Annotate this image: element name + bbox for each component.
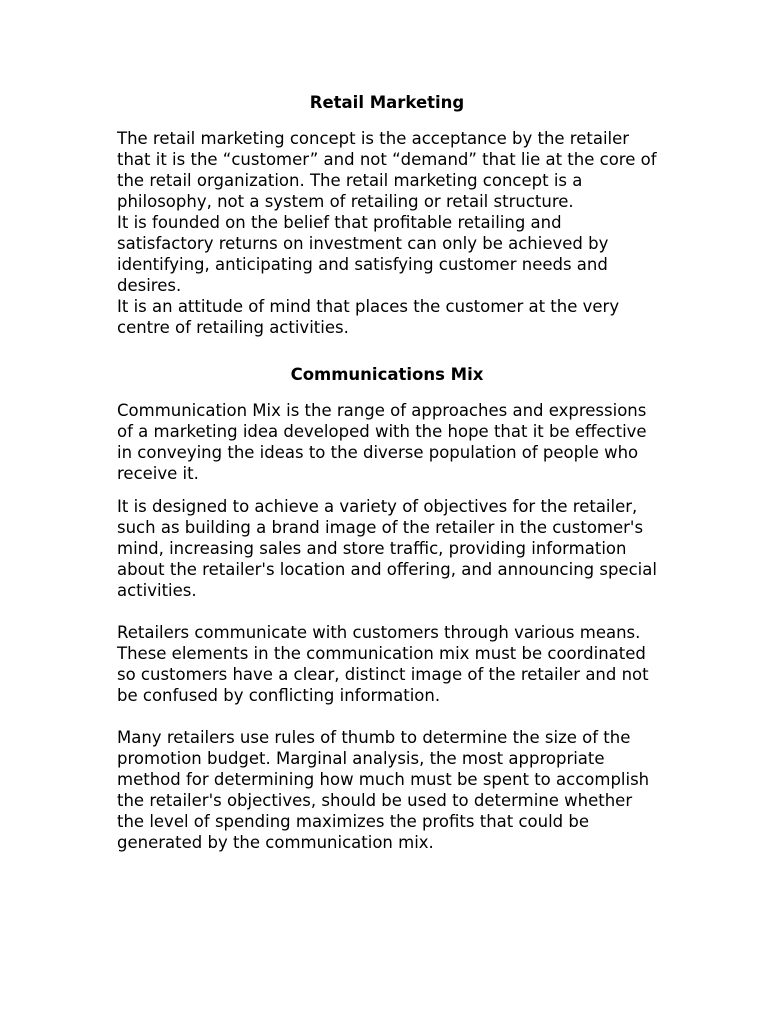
- paragraph-communication-mix-definition: Communication Mix is the range of approaches and expressions of a marketing idea developed with the hope that it be effective in conveying the ideas to the diverse population of people who receive it.: [117, 401, 647, 483]
- section-title-retail-marketing: Retail Marketing: [309, 93, 465, 112]
- paragraph-communicate-means: Retailers communicate with customers through various means. These elements in the communication mix must be coordinated so customers have a clear, distinct image of the retailer and not be confused by conflicting information.: [117, 623, 649, 705]
- paragraph-founded-belief: It is founded on the belief that profitable retailing and satisfactory returns on investment can only be achieved by identifying, anticipating and satisfying customer needs and desires.: [117, 213, 609, 295]
- paragraph-retail-concept: The retail marketing concept is the acceptance by the retailer that it is the “customer” and not “demand” that lie at the core of the retail organization. The retail marketing concept is a philosophy, not a system of retailing or retail structure.: [117, 129, 657, 211]
- document-page: [117, 92, 657, 853]
- section-title-communications-mix: Communications Mix: [290, 365, 484, 384]
- paragraph-objectives: It is designed to achieve a variety of objectives for the retailer, such as building a brand image of the retailer in the customer's mind, increasing sales and store traffic, providing information about the retailer's location and offering, and announcing special activities.: [117, 497, 657, 600]
- paragraph-attitude-of-mind: It is an attitude of mind that places the customer at the very centre of retailing activities.: [117, 297, 620, 337]
- paragraph-promotion-budget: Many retailers use rules of thumb to determine the size of the promotion budget. Marginal analysis, the most appropriate method for determining how much must be spent to accomplish the retailer's objectives, should be used to determine whether the level of spending maximizes the profits that could be generated by the communication mix.: [117, 728, 650, 852]
